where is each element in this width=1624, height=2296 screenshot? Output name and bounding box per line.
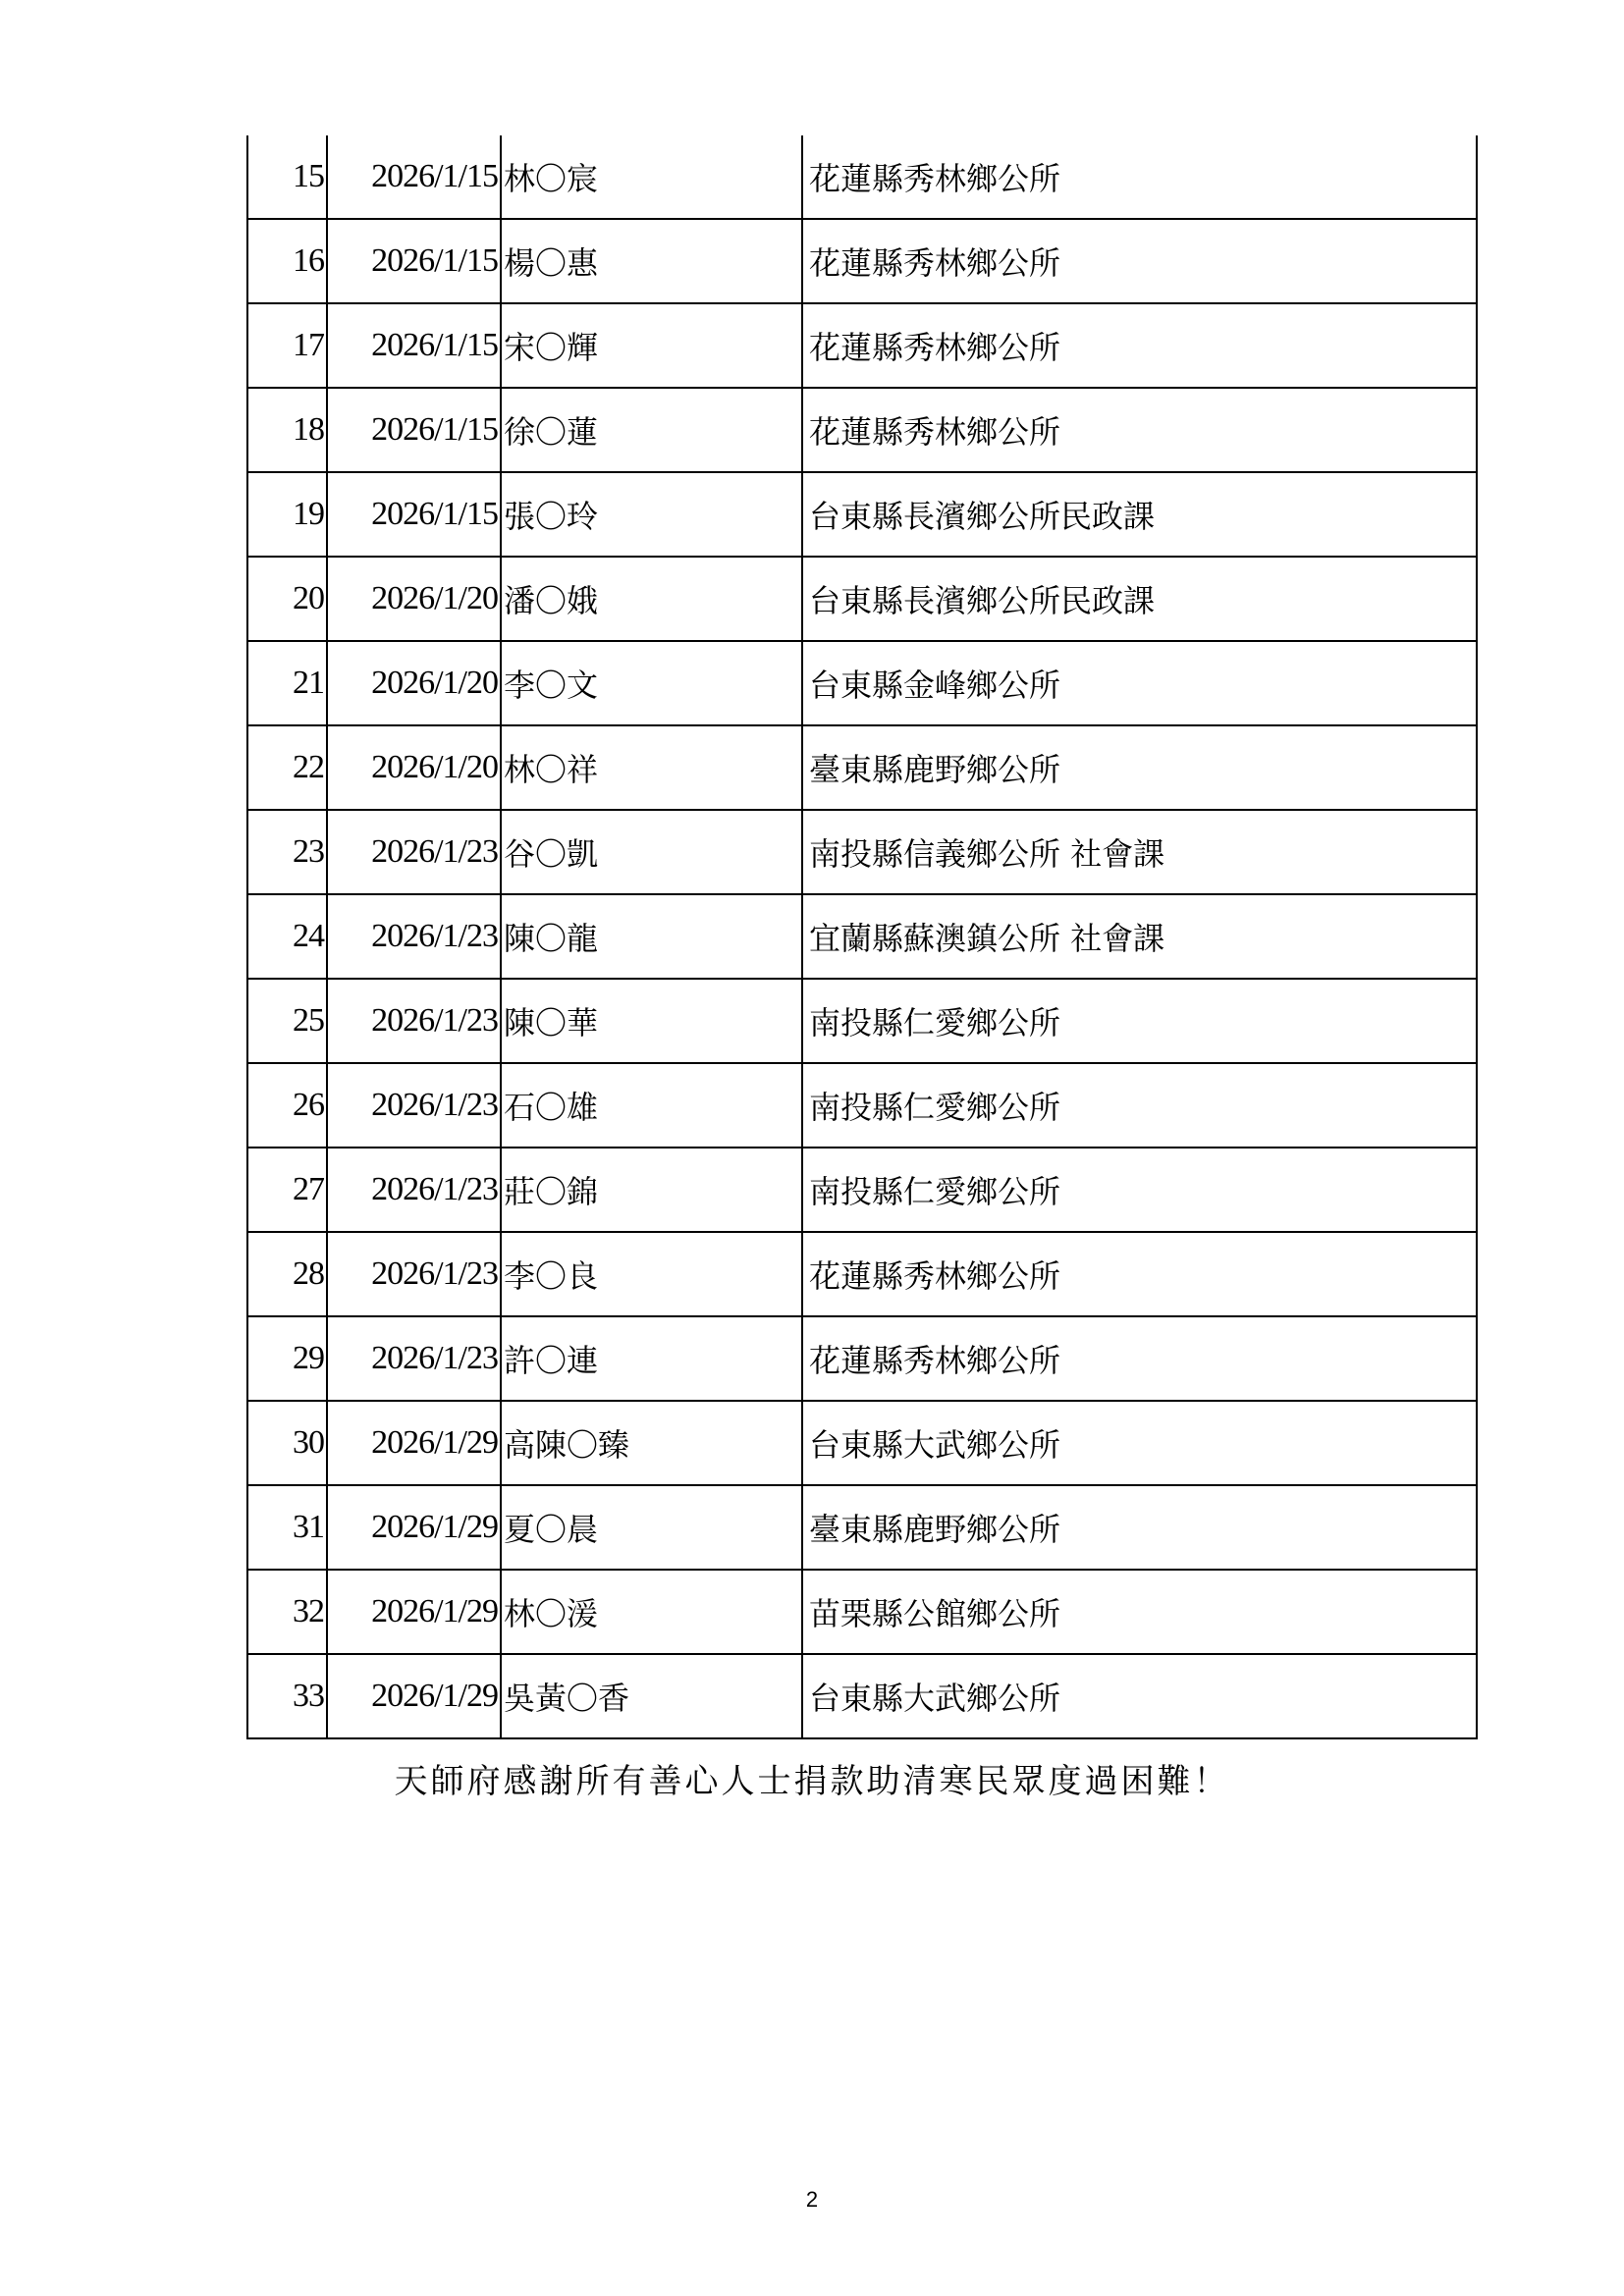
date-cell: 2026/1/29 (327, 1401, 501, 1485)
donor-name-cell: 林〇宸 (501, 135, 802, 219)
organization-cell: 花蓮縣秀林鄉公所 (802, 388, 1477, 472)
row-number-cell: 31 (247, 1485, 327, 1570)
table-row (247, 894, 1477, 979)
organization-cell: 宜蘭縣蘇澳鎮公所 社會課 (802, 894, 1477, 979)
row-number-cell: 23 (247, 810, 327, 894)
table-row (247, 979, 1477, 1063)
table-row (247, 472, 1477, 557)
date-cell: 2026/1/20 (327, 725, 501, 810)
row-number-cell: 29 (247, 1316, 327, 1401)
row-number-cell: 28 (247, 1232, 327, 1316)
donor-name-cell: 林〇湲 (501, 1570, 802, 1654)
organization-cell: 台東縣大武鄉公所 (802, 1654, 1477, 1738)
table-row (247, 1401, 1477, 1485)
donation-table (246, 135, 1478, 1739)
date-cell: 2026/1/15 (327, 472, 501, 557)
donor-name-cell: 高陳〇臻 (501, 1401, 802, 1485)
organization-cell: 台東縣大武鄉公所 (802, 1401, 1477, 1485)
organization-cell: 花蓮縣秀林鄉公所 (802, 1316, 1477, 1401)
row-number-cell: 30 (247, 1401, 327, 1485)
table-row (247, 1570, 1477, 1654)
row-number-cell: 26 (247, 1063, 327, 1148)
donor-name-cell: 石〇雄 (501, 1063, 802, 1148)
donor-name-cell: 潘〇娥 (501, 557, 802, 641)
table-row (247, 1148, 1477, 1232)
table-row (247, 303, 1477, 388)
table-row (247, 219, 1477, 303)
organization-cell: 苗栗縣公館鄉公所 (802, 1570, 1477, 1654)
row-number-cell: 27 (247, 1148, 327, 1232)
row-number-cell: 32 (247, 1570, 327, 1654)
row-number-cell: 15 (247, 135, 327, 219)
row-number-cell: 16 (247, 219, 327, 303)
organization-cell: 花蓮縣秀林鄉公所 (802, 219, 1477, 303)
table-row (247, 557, 1477, 641)
organization-cell: 南投縣信義鄉公所 社會課 (802, 810, 1477, 894)
donor-name-cell: 谷〇凱 (501, 810, 802, 894)
donor-name-cell: 林〇祥 (501, 725, 802, 810)
date-cell: 2026/1/23 (327, 1232, 501, 1316)
donor-name-cell: 許〇連 (501, 1316, 802, 1401)
organization-cell: 花蓮縣秀林鄉公所 (802, 1232, 1477, 1316)
donor-name-cell: 吳黃〇香 (501, 1654, 802, 1738)
table-row (247, 1316, 1477, 1401)
table-row (247, 1063, 1477, 1148)
date-cell: 2026/1/23 (327, 894, 501, 979)
donation-table-body (247, 135, 1477, 1738)
row-number-cell: 17 (247, 303, 327, 388)
donor-name-cell: 陳〇龍 (501, 894, 802, 979)
date-cell: 2026/1/29 (327, 1570, 501, 1654)
table-row (247, 135, 1477, 219)
row-number-cell: 19 (247, 472, 327, 557)
table-row (247, 388, 1477, 472)
donor-name-cell: 李〇良 (501, 1232, 802, 1316)
table-row (247, 725, 1477, 810)
row-number-cell: 21 (247, 641, 327, 725)
date-cell: 2026/1/15 (327, 388, 501, 472)
organization-cell: 花蓮縣秀林鄉公所 (802, 135, 1477, 219)
date-cell: 2026/1/15 (327, 303, 501, 388)
organization-cell: 台東縣長濱鄉公所民政課 (802, 557, 1477, 641)
table-row (247, 810, 1477, 894)
date-cell: 2026/1/23 (327, 979, 501, 1063)
row-number-cell: 33 (247, 1654, 327, 1738)
table-row (247, 1654, 1477, 1738)
donor-name-cell: 夏〇晨 (501, 1485, 802, 1570)
date-cell: 2026/1/23 (327, 810, 501, 894)
organization-cell: 台東縣金峰鄉公所 (802, 641, 1477, 725)
date-cell: 2026/1/23 (327, 1316, 501, 1401)
date-cell: 2026/1/29 (327, 1654, 501, 1738)
thanks-note: 天師府感謝所有善心人士捐款助清寒民眾度過困難！ (394, 1762, 1230, 1801)
organization-cell: 台東縣長濱鄉公所民政課 (802, 472, 1477, 557)
row-number-cell: 24 (247, 894, 327, 979)
organization-cell: 臺東縣鹿野鄉公所 (802, 1485, 1477, 1570)
page-number: 2 (805, 2187, 819, 2212)
donor-name-cell: 莊〇錦 (501, 1148, 802, 1232)
date-cell: 2026/1/23 (327, 1148, 501, 1232)
date-cell: 2026/1/15 (327, 219, 501, 303)
row-number-cell: 22 (247, 725, 327, 810)
donor-name-cell: 張〇玲 (501, 472, 802, 557)
organization-cell: 南投縣仁愛鄉公所 (802, 1148, 1477, 1232)
table-row (247, 1485, 1477, 1570)
row-number-cell: 20 (247, 557, 327, 641)
organization-cell: 花蓮縣秀林鄉公所 (802, 303, 1477, 388)
table-row (247, 641, 1477, 725)
donor-name-cell: 徐〇蓮 (501, 388, 802, 472)
donor-name-cell: 陳〇華 (501, 979, 802, 1063)
organization-cell: 南投縣仁愛鄉公所 (802, 979, 1477, 1063)
donor-name-cell: 宋〇輝 (501, 303, 802, 388)
date-cell: 2026/1/29 (327, 1485, 501, 1570)
date-cell: 2026/1/20 (327, 557, 501, 641)
row-number-cell: 25 (247, 979, 327, 1063)
donor-name-cell: 李〇文 (501, 641, 802, 725)
date-cell: 2026/1/15 (327, 135, 501, 219)
table-row (247, 1232, 1477, 1316)
organization-cell: 臺東縣鹿野鄉公所 (802, 725, 1477, 810)
date-cell: 2026/1/20 (327, 641, 501, 725)
date-cell: 2026/1/23 (327, 1063, 501, 1148)
organization-cell: 南投縣仁愛鄉公所 (802, 1063, 1477, 1148)
row-number-cell: 18 (247, 388, 327, 472)
donor-name-cell: 楊〇惠 (501, 219, 802, 303)
